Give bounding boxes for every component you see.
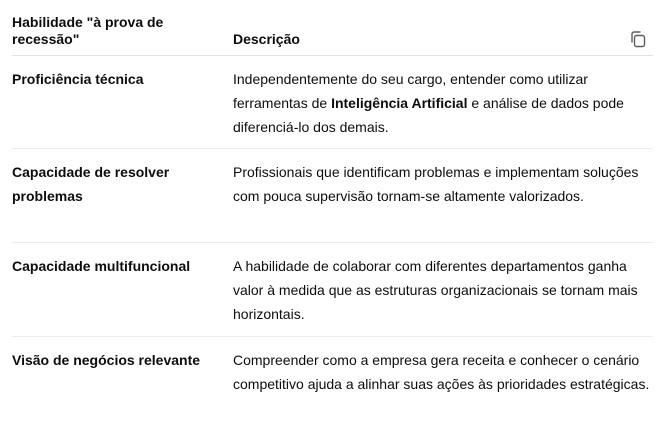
column-header-skill: Habilidade "à prova de recessão" — [12, 14, 164, 47]
skill-cell: Visão de negócios relevante — [12, 352, 201, 368]
table-row — [12, 56, 653, 149]
description-cell: A habilidade de colaborar com diferentes departamentos ganha valor à medida que as estruturas organizacionais se tornam mais horizontais. — [233, 258, 638, 322]
skills-table — [12, 0, 653, 425]
description-cell: Profissionais que identificam problemas e implementam soluções com pouca supervisão tornam-se altamente valorizados. — [233, 164, 639, 204]
description-cell: Compreender como a empresa gera receita e conhecer o cenário competitivo ajuda a alinhar suas ações às prioridades estratégicas. — [233, 352, 650, 392]
table-row — [12, 243, 653, 337]
description-cell — [233, 67, 653, 139]
skill-cell: Proficiência técnica — [12, 71, 144, 87]
description-text: Independentemente do seu cargo, entender como utilizar ferramentas de — [233, 71, 588, 111]
table-header — [12, 0, 653, 56]
skill-cell: Capacidade multifuncional — [12, 258, 191, 274]
table-row — [12, 337, 653, 425]
description-bold-text: Inteligência Artificial — [331, 95, 468, 111]
skill-cell: Capacidade de resolver problemas — [12, 164, 170, 204]
table-row — [12, 149, 653, 243]
description-text: e análise de dados pode diferenciá-lo dos demais. — [233, 95, 624, 135]
column-header-description: Descrição — [233, 31, 300, 47]
copy-table-button[interactable] — [628, 29, 648, 49]
copy-icon — [628, 29, 648, 49]
